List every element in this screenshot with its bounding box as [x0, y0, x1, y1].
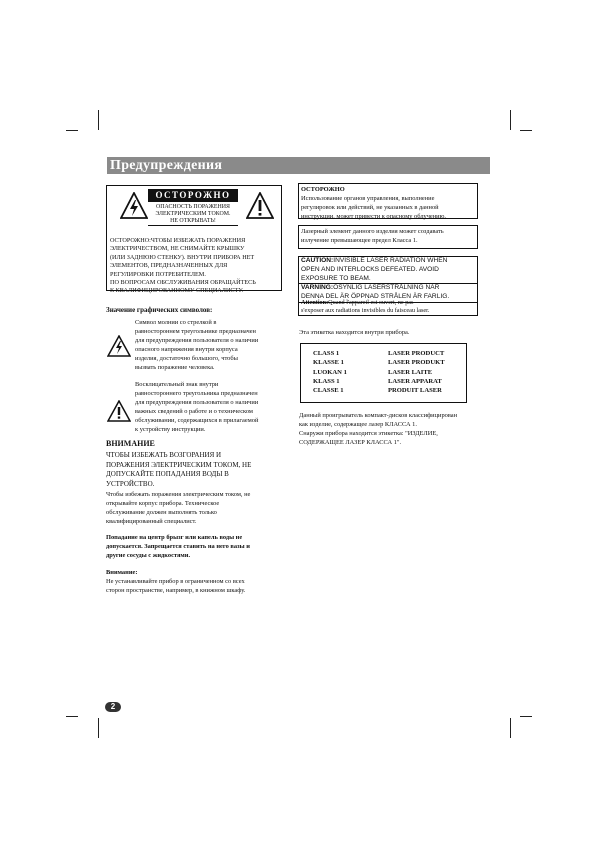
caution-subtitle: ОПАСНОСТЬ ПОРАЖЕНИЯ ЭЛЕКТРИЧЕСКИМ ТОКОМ. НЕ ОТКРЫВАТЬ!: [155, 204, 231, 225]
laser-caution-box: ОСТОРОЖНО Использование органов управления, выполнение регулировок или действий, не указанных в данной инструкции, может привести к опасному облучению.: [298, 183, 478, 219]
table-row: KLASS 1 LASER APPARAT: [313, 377, 442, 385]
page-header-bar: [107, 157, 490, 174]
crop-mark: [98, 718, 99, 738]
class1-description: Данный проигрыватель компакт-дисков классифицирован как изделие, содержащее лазер КЛАССА 1. Снаружи прибора находится этикетка: "ИЗДЕЛИЕ, СОДЕРЖАЩЕЕ ЛАЗЕР КЛАССА 1".: [299, 412, 458, 447]
caution-text: ОСТОРОЖНО:ЧТОБЫ ИЗБЕЖАТЬ ПОРАЖЕНИЯ ЭЛЕКТРИЧЕСТВОМ, НЕ СНИМАЙТЕ КРЫШКУ (ИЛИ ЗАДНЮЮ СТЕНКУ). ВНУТРИ ПРИБОРА НЕТ ЭЛЕМЕНТОВ, ПРЕДНАЗНАЧЕННЫХ ДЛЯ РЕГУЛИРОВКИ ПОТРЕБИТЕЛЕМ. ПО ВОПРОСАМ ОБСЛУЖИВАНИЯ ОБРАЩАЙТЕСЬ К КВАЛИФИЦИРОВАННОМУ СПЕЦИАЛИСТУ.: [110, 237, 256, 295]
crop-mark: [510, 718, 511, 738]
crop-mark: [510, 110, 511, 130]
note-heading: Внимание:: [106, 569, 138, 576]
crop-mark: [66, 130, 78, 131]
lightning-triangle-icon: [107, 335, 131, 357]
water-warning-text: Попадание на центр брызг или капель воды не допускается. Запрещается ставить на него вазы и другие сосуды с жидкостями.: [106, 534, 250, 560]
crop-mark: [66, 716, 78, 717]
laser-class-table: [313, 349, 445, 395]
crop-mark: [520, 716, 532, 717]
table-row: CLASS 1 LASER PRODUCT: [313, 350, 445, 357]
exclamation-description: Восклицательный знак внутри равностороннего треугольника предназначен для предупреждения пользователя о наличии важных сведений о работе и о техническом обслуживании, содержащихся в прилагаемой к устройству инструкции.: [135, 381, 259, 434]
lightning-description: Символ молнии со стрелкой в равностороннем треугольнике предназначен для предупреждения пользователя о наличии опасного напряжения внутри корпуса изделия, достаточно большого, чтобы вызвать поражение человека.: [135, 319, 259, 372]
laser-element-box: Лазерный элемент данного изделия может создавать излучение превышающее предел Класса 1.: [298, 225, 478, 249]
lightning-warning-icon: [120, 192, 148, 220]
warning-caps-text: ЧТОБЫ ИЗБЕЖАТЬ ВОЗГОРАНИЯ И ПОРАЖЕНИЯ ЭЛЕКТРИЧЕСКИМ ТОКОМ, НЕ ДОПУСКАЙТЕ ПОПАДАНИЯ ВОДЫ В УСТРОЙСТВО.: [106, 451, 252, 488]
exclamation-triangle-icon: [107, 400, 131, 422]
caution-en-text: CAUTION:INVISIBLE LASER RADIATION WHEN OPEN AND INTERLOCKS DEFEATED. AVOID EXPOSURE TO BEAM.: [301, 257, 448, 282]
table-row: KLASSE 1 LASER PRODUKT: [313, 359, 445, 367]
caution-divider: [148, 225, 238, 226]
laser-class-label: [300, 343, 467, 403]
warning-heading: ВНИМАНИЕ: [106, 439, 155, 448]
crop-mark: [520, 130, 532, 131]
crop-mark: [98, 110, 99, 130]
page-title: Предупреждения: [110, 158, 223, 173]
caution-title: ОСТОРОЖНО: [148, 189, 238, 202]
varning-sv-text: VARNING:OSYNLIG LASERSTRÅLNING NÄR DENNA DEL ÄR ÖPPNAD STRÅLEN ÄR FARLIG.: [301, 284, 450, 300]
symbols-heading: Значение графических символов:: [106, 306, 213, 314]
warning-body-text: Чтобы избежать поражения электрическим током, не открывайте корпус прибора. Техническое обслуживание должен выполнять только квалифицированный специалист.: [106, 491, 251, 526]
table-row: LUOKAN 1 LASER LAITE: [313, 368, 433, 376]
exclamation-warning-icon: [246, 192, 274, 220]
attention-fr-text: Attention:Quand l'appareil est ouvert, ne pas s'exposer aux radiations invisibles du faisceau laser.: [301, 299, 430, 315]
label-location-text: Эта этикетка находится внутри прибора.: [299, 329, 410, 336]
page-number: 2: [105, 702, 121, 712]
note-text: Не устанавливайте прибор в ограниченном со всех сторон пространстве, например, в книжном шкафу.: [106, 578, 246, 595]
table-row: CLASSE 1 PRODUIT LASER: [313, 387, 442, 395]
